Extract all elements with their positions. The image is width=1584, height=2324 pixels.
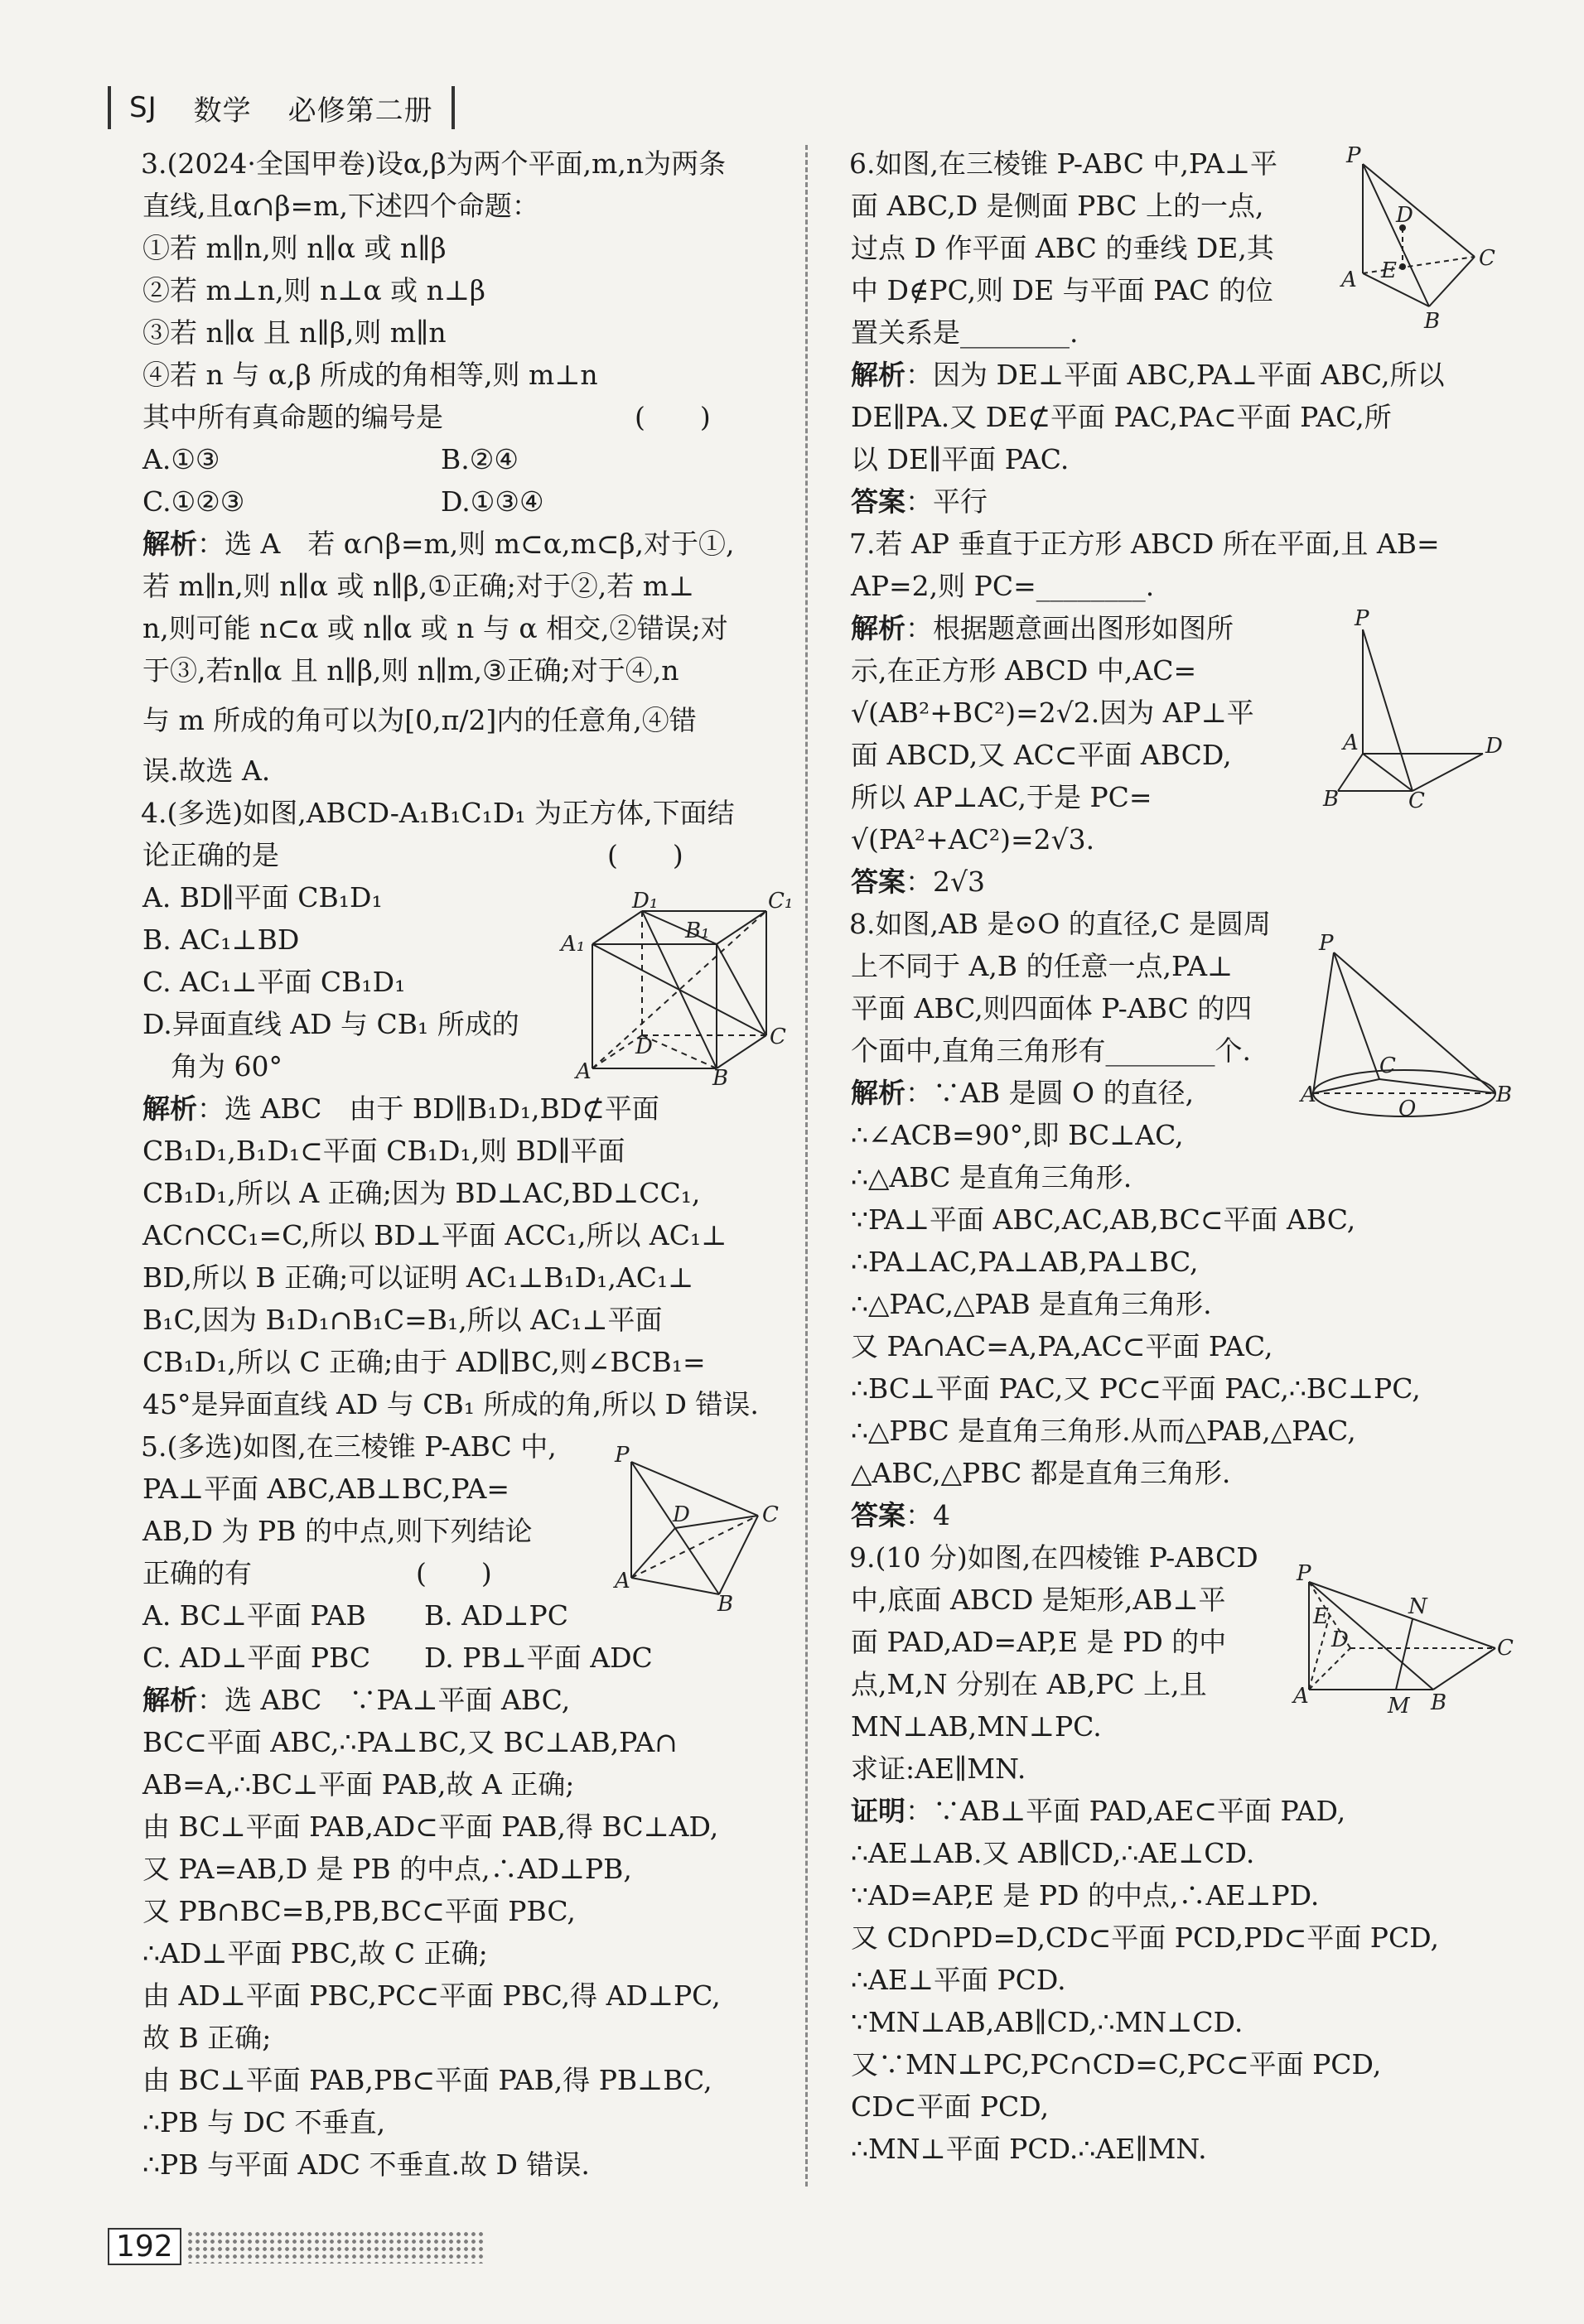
- column-divider: [805, 145, 808, 2187]
- edge-ad: [631, 1528, 675, 1578]
- label-p: P: [1355, 606, 1369, 631]
- solution-label: 解析: [142, 1092, 197, 1125]
- q4-option: C. AC₁⊥平面 CB₁D₁: [142, 966, 406, 998]
- page-number: 192: [108, 2228, 181, 2265]
- q5-solution-line: ∴PB 与平面 ADC 不垂直.故 D 错误.: [142, 2148, 590, 2181]
- q7-line: AP=2,则 PC=________.: [851, 570, 1155, 602]
- q4-option: A. BD∥平面 CB₁D₁: [142, 881, 383, 914]
- q5-option-a: A. BC⊥平面 PAB: [142, 1599, 366, 1632]
- q6-solution-text: ：因为 DE⊥平面 ABC,PA⊥平面 ABC,所以: [905, 359, 1445, 391]
- q9-proof-line: ∵AD=AP,E 是 PD 的中点,∴AE⊥PD.: [851, 1879, 1320, 1912]
- cube-edge: [717, 911, 766, 944]
- q3-solution-line: n,则可能 n⊂α 或 n∥α 或 n 与 α 相交,②错误;对: [142, 612, 728, 644]
- label-d: D: [635, 1034, 653, 1059]
- cube-edge: [717, 1035, 766, 1068]
- label-a: A: [1301, 1082, 1316, 1107]
- q4-solution-text: ：选 ABC 由于 BD∥B₁D₁,BD⊄平面: [197, 1092, 659, 1125]
- q7-answer-line: [849, 861, 1512, 903]
- q7-square-figure: [1305, 606, 1504, 813]
- right-column: [849, 142, 1512, 2170]
- edge-cd: [1413, 754, 1483, 791]
- q5-solution-line: AB=A,∴BC⊥平面 PAB,故 A 正确;: [142, 1768, 575, 1801]
- solution-label: 解析: [142, 1684, 197, 1716]
- q8-line: 上不同于 A,B 的任意一点,PA⊥: [851, 950, 1234, 982]
- left-column: [141, 142, 795, 2186]
- q7-solution-line: 示,在正方形 ABCD 中,AC=: [851, 654, 1197, 687]
- edge-pa: [1313, 952, 1334, 1093]
- q8-solution-line: ∴△ABC 是直角三角形.: [851, 1161, 1132, 1193]
- q9-proof-text: ：∵AB⊥平面 PAD,AE⊂平面 PAD,: [905, 1795, 1346, 1827]
- q5-line: PA⊥平面 ABC,AB⊥BC,PA=: [142, 1473, 509, 1505]
- q3-line: ③若 n∥α 且 n∥β,则 m∥n: [142, 316, 447, 349]
- edge-cb: [1379, 1079, 1495, 1093]
- edge-bc: [719, 1516, 758, 1594]
- q8-circle-pyramid-figure: [1301, 931, 1513, 1134]
- label-o: O: [1398, 1097, 1417, 1121]
- q7-solution-line: 面 ABCD,又 AC⊂平面 ABCD,: [851, 739, 1232, 771]
- label-a: A: [1293, 1684, 1309, 1709]
- q7-answer: ：2√3: [905, 865, 986, 898]
- header-subject: 数学: [193, 94, 252, 128]
- q5-option-b: B. AD⊥PC: [424, 1599, 569, 1632]
- q4-line: 4.(多选)如图,ABCD-A₁B₁C₁D₁ 为正方体,下面结: [141, 797, 735, 829]
- page-header: [108, 83, 455, 133]
- label-c: C: [1479, 246, 1495, 271]
- q4-solution-line: [141, 1087, 795, 1130]
- label-n: N: [1408, 1594, 1427, 1619]
- q5-line: AB,D 为 PB 的中点,则下列结论: [142, 1515, 533, 1547]
- q3-solution-text: ：选 A 若 α∩β=m,则 m⊂α,m⊂β,对于①,: [197, 528, 735, 560]
- q9-line: MN⊥AB,MN⊥PC.: [851, 1710, 1102, 1743]
- q4-solution-line: CB₁D₁,所以 A 正确;因为 BD⊥AC,BD⊥CC₁,: [142, 1177, 701, 1209]
- label-b: B: [712, 1066, 729, 1091]
- q8-answer: ：4: [905, 1499, 950, 1531]
- q5-line: 正确的有 ( ): [142, 1557, 492, 1589]
- q9-proof-line: ∴MN⊥平面 PCD.∴AE∥MN.: [851, 2133, 1207, 2165]
- q9-proof-line: ∴AE⊥平面 PCD.: [851, 1964, 1066, 1996]
- edge-bc: [1433, 1648, 1495, 1690]
- q6-line: 面 ABC,D 是侧面 PBC 上的一点,: [851, 190, 1264, 222]
- q4-solution-line: CB₁D₁,所以 C 正确;由于 AD∥BC,则∠BCB₁=: [142, 1346, 706, 1378]
- cube-edge: [592, 911, 642, 944]
- label-c: C: [1497, 1636, 1514, 1661]
- edge-ac-hidden: [1363, 257, 1475, 273]
- label-a: A: [576, 1059, 592, 1084]
- q3-solution-line: 若 m∥n,则 n∥α 或 n∥β,①正确;对于②,若 m⊥: [142, 570, 695, 602]
- label-p: P: [1346, 143, 1361, 168]
- q4-option: D.异面直线 AD 与 CB₁ 所成的: [142, 1008, 519, 1040]
- q5-solution-line: 由 BC⊥平面 PAB,AD⊂平面 PAB,得 BC⊥AD,: [142, 1811, 719, 1843]
- q9-proof-line: ∵MN⊥AB,AB∥CD,∴MN⊥CD.: [851, 2006, 1244, 2038]
- cube-hidden-diag: [642, 1035, 717, 1068]
- point-e: [1399, 263, 1406, 270]
- label-d: D: [1396, 203, 1413, 228]
- q3-solution-line: 与 m 所成的角可以为[0,π/2]内的任意角,④错: [142, 704, 697, 736]
- q9-line: 中,底面 ABCD 是矩形,AB⊥平: [851, 1584, 1226, 1616]
- label-c: C: [1379, 1054, 1396, 1078]
- q8-solution-line: ∴△PBC 是直角三角形.从而△PAB,△PAC,: [851, 1415, 1356, 1447]
- q3-line: 直线,且α∩β=m,下述四个命题：: [142, 190, 539, 222]
- header-book: 必修第二册: [287, 94, 433, 128]
- q8-answer-line: [849, 1494, 1512, 1536]
- q7-solution-line: 所以 AP⊥AC,于是 PC=: [851, 781, 1152, 813]
- q4-solution-line: B₁C,因为 B₁D₁∩B₁C=B₁,所以 AC₁⊥平面: [142, 1304, 663, 1336]
- q9-proof-line: 又 CD∩PD=D,CD⊂平面 PCD,PD⊂平面 PCD,: [851, 1921, 1440, 1954]
- label-b1: B₁: [685, 919, 710, 943]
- q4-solution-line: BD,所以 B 正确;可以证明 AC₁⊥B₁D₁,AC₁⊥: [142, 1261, 694, 1294]
- label-e: E: [1381, 258, 1397, 283]
- q5-solution-line: ∴AD⊥平面 PBC,故 C 正确;: [142, 1937, 488, 1970]
- answer-label: 答案: [851, 485, 905, 518]
- q3-line: ①若 m∥n,则 n∥α 或 n∥β: [142, 232, 447, 264]
- label-p: P: [1319, 931, 1334, 956]
- label-a1: A₁: [561, 932, 586, 957]
- q3-option-b: B.②④: [441, 443, 519, 475]
- answer-label: 答案: [851, 865, 905, 898]
- q6-line: 过点 D 作平面 ABC 的垂线 DE,其: [851, 232, 1274, 264]
- q8-solution-line: ∵PA⊥平面 ABC,AC,AB,BC⊂平面 ABC,: [851, 1203, 1356, 1236]
- q6-line: 中 D∉PC,则 DE 与平面 PAC 的位: [851, 274, 1273, 306]
- q5-pyramid-figure: [613, 1443, 787, 1617]
- label-a: A: [1341, 268, 1357, 292]
- q3-line: 其中所有真命题的编号是 ( ): [142, 401, 711, 433]
- footer-dot-pattern: [186, 2230, 485, 2264]
- q9-line: 面 PAD,AD=AP,E 是 PD 的中: [851, 1626, 1227, 1658]
- q5-option-d: D. PB⊥平面 ADC: [424, 1642, 653, 1674]
- q5-solution-line: 故 B 正确;: [142, 2022, 272, 2054]
- cube-hidden-edge: [592, 1035, 642, 1068]
- q5-line: 5.(多选)如图,在三棱锥 P-ABC 中,: [141, 1430, 557, 1463]
- q7-solution-text: ：根据题意画出图形如图所: [905, 612, 1234, 644]
- q3-solution-line: [141, 523, 795, 565]
- q6-line: 置关系是________.: [851, 316, 1079, 349]
- q9-line: 9.(10 分)如图,在四棱锥 P-ABCD: [849, 1541, 1258, 1574]
- q6-solution-line: 以 DE∥平面 PAC.: [851, 443, 1070, 475]
- q4-option: B. AC₁⊥BD: [142, 923, 300, 956]
- label-c: C: [1408, 788, 1425, 813]
- q9-proof-line: ∴AE⊥AB.又 AB∥CD,∴AE⊥CD.: [851, 1837, 1255, 1869]
- solution-label: 解析: [851, 1077, 905, 1109]
- q4-line: 论正确的是 ( ): [142, 839, 683, 871]
- q3-options-row: [141, 438, 795, 480]
- q4-option: 角为 60°: [171, 1050, 283, 1082]
- q7-line: 7.若 AP 垂直于正方形 ABCD 所在平面,且 AB=: [849, 528, 1440, 560]
- q5-solution-text: ：选 ABC ∵PA⊥平面 ABC,: [197, 1684, 571, 1716]
- edge-ac: [1313, 1079, 1379, 1093]
- q7-solution-line: √(PA²+AC²)=2√3.: [851, 823, 1095, 856]
- q8-line: 个面中,直角三角形有________个.: [851, 1034, 1251, 1067]
- solution-label: 解析: [142, 528, 197, 560]
- q3-line: ④若 n 与 α,β 所成的角相等,则 m⊥n: [142, 359, 598, 391]
- q9-quad-pyramid-figure: [1288, 1561, 1514, 1734]
- answer-label: 答案: [851, 1499, 905, 1531]
- q3-line: ②若 m⊥n,则 n⊥α 或 n⊥β: [142, 274, 485, 306]
- label-b: B: [1431, 1690, 1447, 1715]
- q5-solution-line: 由 AD⊥平面 PBC,PC⊂平面 PBC,得 AD⊥PC,: [142, 1979, 721, 2012]
- label-c: C: [770, 1025, 786, 1049]
- label-b: B: [1323, 787, 1340, 812]
- question-4: [141, 792, 795, 1425]
- q8-solution-line: ∴PA⊥AC,PA⊥AB,PA⊥BC,: [851, 1246, 1199, 1278]
- q3-line: 3.(2024·全国甲卷)设α,β为两个平面,m,n为两条: [141, 147, 727, 180]
- q3-option-a: A.①③: [142, 443, 220, 475]
- label-p: P: [615, 1443, 630, 1468]
- label-e: E: [1313, 1604, 1329, 1629]
- q4-cube-figure: [559, 889, 794, 1091]
- label-d1: D₁: [632, 889, 659, 914]
- edge-pc: [1363, 164, 1475, 257]
- label-d: D: [673, 1502, 690, 1527]
- q5-solution-line: 又 PB∩BC=B,PB,BC⊂平面 PBC,: [142, 1895, 576, 1927]
- label-c: C: [762, 1502, 779, 1527]
- solution-label: 解析: [851, 359, 905, 391]
- q5-solution-line: 由 BC⊥平面 PAB,PB⊂平面 PAB,得 PB⊥BC,: [142, 2064, 712, 2096]
- q5-option-c: C. AD⊥平面 PBC: [142, 1642, 371, 1674]
- label-c1: C₁: [768, 889, 794, 914]
- edge-pb: [1334, 952, 1495, 1093]
- label-p: P: [1297, 1561, 1311, 1586]
- solution-label: 解析: [851, 612, 905, 644]
- question-3: [141, 142, 795, 792]
- header-bar-right: [452, 86, 455, 129]
- q5-options-row: [141, 1637, 795, 1679]
- q6-solution-line: [849, 354, 1512, 396]
- q8-line: 平面 ABC,则四面体 P-ABC 的四: [851, 992, 1253, 1025]
- q3-option-d: D.①③④: [441, 485, 544, 518]
- proof-label: 证明: [851, 1795, 905, 1827]
- q9-proof-line: 又∵MN⊥PC,PC∩CD=C,PC⊂平面 PCD,: [851, 2048, 1382, 2081]
- q8-line: 8.如图,AB 是⊙O 的直径,C 是圆周: [849, 908, 1271, 940]
- edge-bc: [1429, 257, 1475, 306]
- q5-solution-line: [141, 1679, 795, 1721]
- q4-solution-line: CB₁D₁,B₁D₁⊂平面 CB₁D₁,则 BD∥平面: [142, 1135, 625, 1167]
- q4-solution-line: 45°是异面直线 AD 与 CB₁ 所成的角,所以 D 错误.: [142, 1388, 759, 1420]
- label-a: A: [1343, 730, 1359, 755]
- label-m: M: [1388, 1694, 1410, 1719]
- label-b: B: [1424, 309, 1441, 334]
- q8-solution-line: ∴∠ACB=90°,即 BC⊥AC,: [851, 1119, 1184, 1151]
- label-b: B: [717, 1592, 734, 1617]
- q6-answer: ：平行: [905, 485, 988, 518]
- page-footer: [108, 2228, 485, 2265]
- q3-options-row: [141, 480, 795, 523]
- header-series: SJ: [129, 91, 157, 124]
- q9-line: 点,M,N 分别在 AB,PC 上,且: [851, 1668, 1207, 1700]
- q3-option-c: C.①②③: [142, 485, 245, 518]
- q6-solution-line: DE∥PA.又 DE⊄平面 PAC,PA⊂平面 PAC,所: [851, 401, 1392, 433]
- q9-line: 求证:AE∥MN.: [851, 1753, 1026, 1785]
- q9-proof-line: CD⊂平面 PCD,: [851, 2090, 1050, 2123]
- q3-solution-line: 误.故选 A.: [142, 755, 271, 787]
- q3-solution-line: 于③,若n∥α 且 n∥β,则 n∥m,③正确;对于④,n: [142, 654, 679, 687]
- label-d: D: [1485, 734, 1503, 759]
- label-b: B: [1496, 1082, 1513, 1107]
- q6-answer-line: [849, 480, 1512, 523]
- diag-ac: [1363, 754, 1413, 791]
- label-d: D: [1331, 1627, 1349, 1652]
- q8-solution-line: 又 PA∩AC=A,PA,AC⊂平面 PAC,: [851, 1330, 1273, 1362]
- q8-solution-line: ∴△PAC,△PAB 是直角三角形.: [851, 1288, 1212, 1320]
- q5-solution-line: ∴PB 与 DC 不垂直,: [142, 2106, 386, 2138]
- edge-ab: [1338, 754, 1363, 791]
- q8-solution-text: ：∵AB 是圆 O 的直径,: [905, 1077, 1195, 1109]
- segment-mn: [1396, 1619, 1413, 1690]
- q5-solution-line: 又 PA=AB,D 是 PB 的中点,∴AD⊥PB,: [142, 1853, 632, 1885]
- q4-solution-line: AC∩CC₁=C,所以 BD⊥平面 ACC₁,所以 AC₁⊥: [142, 1219, 727, 1251]
- q5-solution-line: BC⊂平面 ABC,∴PA⊥BC,又 BC⊥AB,PA∩: [142, 1726, 678, 1758]
- q7-solution-line: √(AB²+BC²)=2√2.因为 AP⊥平: [851, 697, 1254, 729]
- q6-pyramid-figure: [1338, 143, 1504, 335]
- label-a: A: [615, 1569, 630, 1594]
- edge-pb: [1363, 164, 1429, 306]
- q6-line: 6.如图,在三棱锥 P-ABC 中,PA⊥平: [849, 147, 1277, 180]
- edge-pc: [631, 1462, 758, 1516]
- q8-solution-line: △ABC,△PBC 都是直角三角形.: [851, 1457, 1231, 1489]
- edge-pc: [1363, 629, 1413, 791]
- q8-solution-line: ∴BC⊥平面 PAC,又 PC⊂平面 PAC,∴BC⊥PC,: [851, 1372, 1421, 1405]
- edge-ab: [631, 1578, 719, 1594]
- q9-proof-line: [849, 1790, 1512, 1832]
